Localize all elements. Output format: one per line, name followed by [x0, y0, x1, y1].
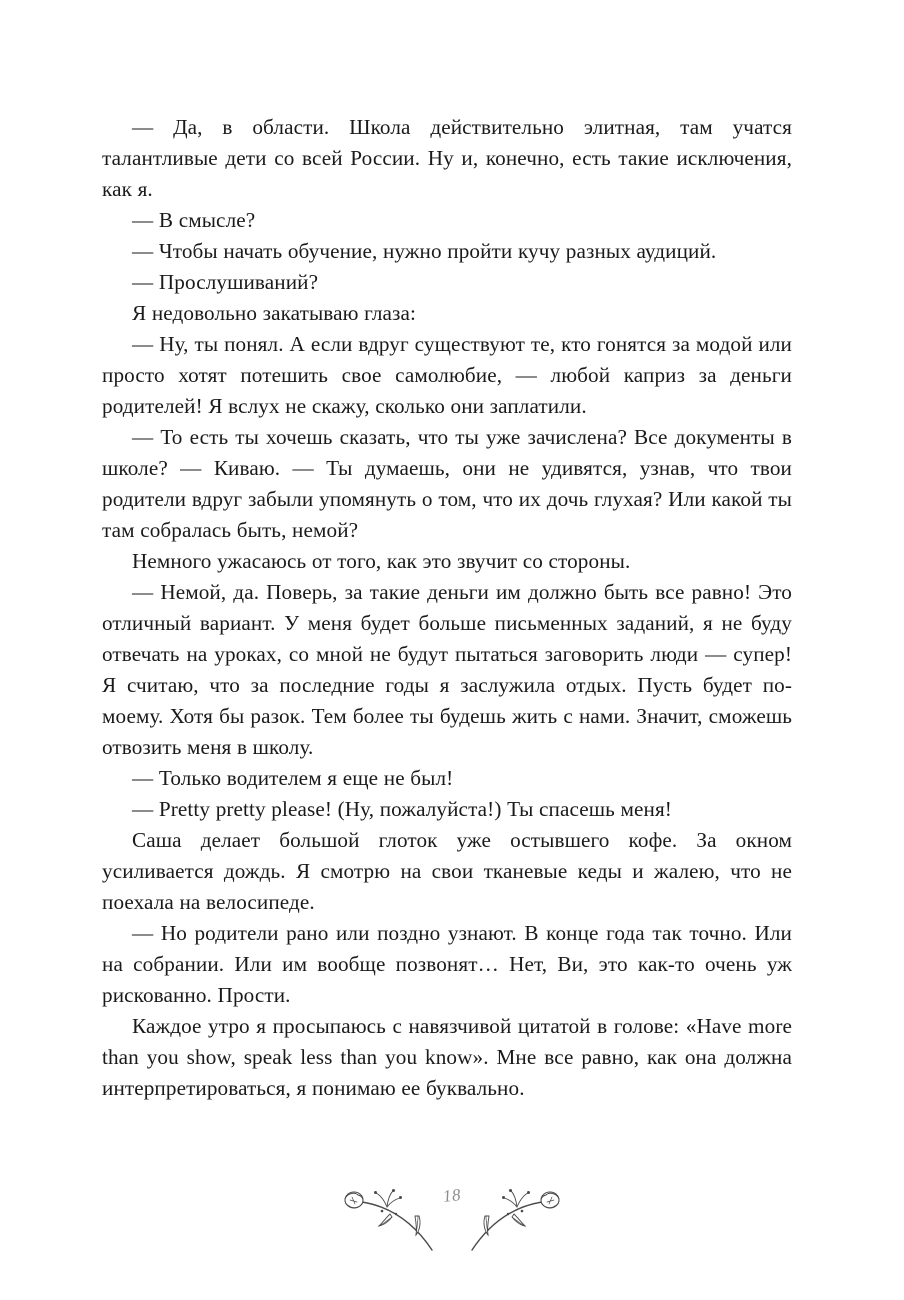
footer-ornament — [332, 1180, 572, 1260]
body-paragraph: — Только водителем я еще не был! — [132, 766, 454, 790]
page-footer — [0, 1180, 904, 1260]
body-paragraph: — Прослушиваний? — [132, 270, 319, 294]
body-paragraph: Каждое утро я просыпаюсь с навязчивой цитатой в голове: «Have more than you show, speak less than you know». Мне все равно, как она должна интерпретироваться, я понимаю ее буквально. — [102, 1014, 792, 1100]
body-paragraph: Немного ужасаюсь от того, как это звучит со стороны. — [132, 549, 631, 573]
body-paragraph: — То есть ты хочешь сказать, что ты уже зачислена? Все документы в школе? — Киваю. — Ты думаешь, они не удивятся, узнав, что твои родители вдруг забыли упомянуть о том, что их дочь глухая? Или какой ты там собралась быть, немой? — [102, 425, 792, 542]
page-number: 18 — [441, 1184, 463, 1207]
body-paragraph: — В смысле? — [132, 208, 256, 232]
body-paragraph: — Чтобы начать обучение, нужно пройти кучу разных аудиций. — [132, 239, 717, 263]
body-paragraph: — Ну, ты понял. А если вдруг существуют те, кто гонятся за модой или просто хотят потешить свое самолюбие, — любой каприз за деньги родителей! Я вслух не скажу, сколько они заплатили. — [102, 332, 792, 418]
body-paragraph: — Pretty pretty please! (Ну, пожалуйста!) Ты спасешь меня! — [132, 797, 672, 821]
body-paragraph: — Да, в области. Школа действительно элитная, там учатся талантливые дети со всей России. Ну и, конечно, есть такие исключения, как я. — [102, 115, 792, 201]
body-paragraph: — Немой, да. Поверь, за такие деньги им должно быть все равно! Это отличный вариант. У меня будет больше письменных заданий, я не буду отвечать на уроках, со мной не будут пытаться заговорить люди — супер! Я считаю, что за последние годы я заслужила отдых. Пусть будет по-моему. Хотя бы разок. Тем более ты будешь жить с нами. Значит, сможешь отвозить меня в школу. — [102, 580, 792, 759]
body-text-column — [102, 112, 792, 1104]
body-paragraph: — Но родители рано или поздно узнают. В конце года так точно. Или на собрании. Или им вообще позвонят… Нет, Ви, это как-то очень уж рискованно. Прости. — [102, 921, 792, 1007]
body-paragraph: Я недовольно закатываю глаза: — [132, 301, 417, 325]
body-paragraph: Саша делает большой глоток уже остывшего кофе. За окном усиливается дождь. Я смотрю на свои тканевые кеды и жалею, что не поехала на велосипеде. — [102, 828, 792, 914]
